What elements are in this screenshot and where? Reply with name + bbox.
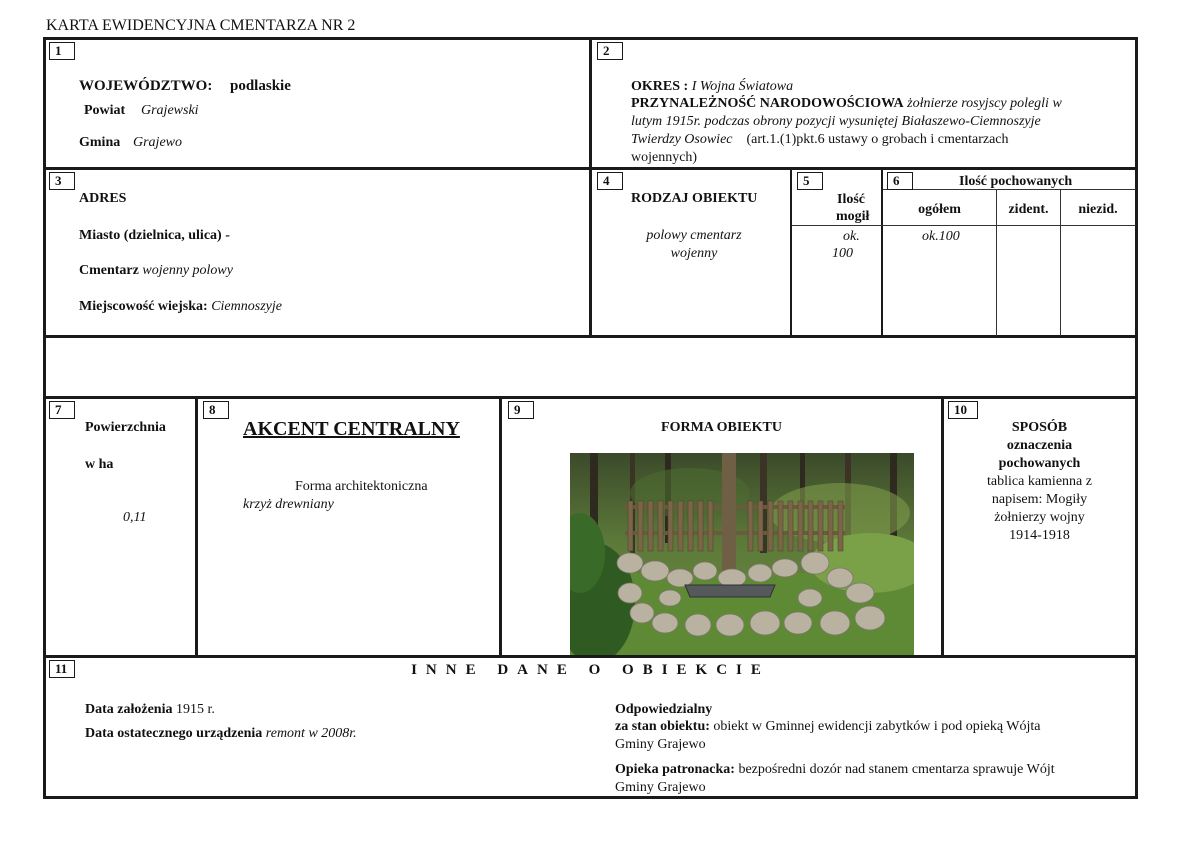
opieka-patronacka-value-2: Gminy Grajewo <box>615 780 706 795</box>
odpowiedzialny-label: Odpowiedzialny <box>615 702 713 717</box>
ogolem-header: ogółem <box>918 202 961 217</box>
akcent-centralny-heading: AKCENT CENTRALNY <box>243 418 460 440</box>
forma-obiektu-heading: FORMA OBIEKTU <box>661 420 782 435</box>
ogolem-value: ok.100 <box>922 229 960 244</box>
miasto-label: Miasto (dzielnica, ulica) - <box>79 228 230 243</box>
niezid-header: niezid. <box>1078 202 1118 217</box>
zident-header: zident. <box>1008 202 1049 217</box>
sposob-label: SPOSÓB <box>1011 420 1068 435</box>
section-number: 8 <box>203 401 229 419</box>
sposob-value-4: 1914-1918 <box>1009 528 1070 543</box>
sposob-value: tablica kamienna z <box>987 474 1092 489</box>
section-number: 5 <box>797 172 823 190</box>
gmina-label: Gmina <box>79 135 121 150</box>
forma-architektoniczna-value: krzyż drewniany <box>243 497 334 512</box>
inne-dane-heading: INNE DANE O OBIEKCIE <box>411 662 770 678</box>
wojewodztwo-label: WOJEWÓDZTWO: <box>79 78 213 94</box>
okres-label: OKRES : <box>631 79 689 94</box>
section-number: 4 <box>597 172 623 190</box>
sposob-value-3: żołnierzy wojny <box>994 510 1085 525</box>
data-zalozenia-label: Data założenia <box>85 702 173 717</box>
section-number: 2 <box>597 42 623 60</box>
wojewodztwo-value: podlaskie <box>230 78 291 94</box>
opieka-patronacka-value: bezpośredni dozór nad stanem cmentarza sprawuje Wójt <box>738 762 1055 777</box>
ilosc-mogil-value: ok. <box>843 229 860 244</box>
ilosc-mogil-label-2: mogił <box>836 209 870 224</box>
forma-architektoniczna-label: Forma architektoniczna <box>295 479 428 494</box>
ilosc-mogil-value-2: 100 <box>832 246 853 261</box>
cemetery-photo <box>570 453 914 655</box>
powiat-value: Grajewski <box>141 103 199 118</box>
adres-label: ADRES <box>79 191 127 206</box>
rodzaj-obiektu-value-2: wojenny <box>670 246 718 261</box>
section-number: 10 <box>948 401 978 419</box>
powierzchnia-label: Powierzchnia <box>85 420 166 435</box>
ilosc-mogil-label: Ilość <box>837 192 865 207</box>
legal-note-2: wojennych) <box>631 150 698 165</box>
przynaleznosc-value-2: lutym 1915r. podczas obrony pozycji wysuniętej Białaszewo-Ciemnoszyje <box>631 114 1041 129</box>
legal-note: (art.1.(1)pkt.6 ustawy o grobach i cmentarzach <box>746 132 1009 147</box>
gmina-value: Grajewo <box>133 135 182 150</box>
section-number: 9 <box>508 401 534 419</box>
sposob-label-3: pochowanych <box>998 456 1081 471</box>
section-number: 6 <box>887 172 913 190</box>
rodzaj-obiektu-value: polowy cmentarz <box>646 228 742 243</box>
data-urzadzenia-value: remont w 2008r. <box>265 726 357 741</box>
section-number: 3 <box>49 172 75 190</box>
cmentarz-value: wojenny polowy <box>142 263 233 278</box>
miejscowosc-label: Miejscowość wiejska: <box>79 299 208 314</box>
sposob-label-2: oznaczenia <box>1006 438 1073 453</box>
odpowiedzialny-label-2: za stan obiektu: <box>615 719 710 734</box>
section-number: 11 <box>49 660 75 678</box>
cmentarz-label: Cmentarz <box>79 263 139 278</box>
powierzchnia-unit: w ha <box>85 457 114 472</box>
rodzaj-obiektu-label: RODZAJ OBIEKTU <box>631 191 758 206</box>
powierzchnia-value: 0,11 <box>123 510 147 525</box>
okres-value: I Wojna Światowa <box>691 79 794 94</box>
przynaleznosc-label: PRZYNALEŻNOŚĆ NARODOWOŚCIOWA <box>631 96 904 111</box>
section-number: 7 <box>49 401 75 419</box>
page-title: KARTA EWIDENCYJNA CMENTARZA NR 2 <box>46 17 356 34</box>
miejscowosc-value: Ciemnoszyje <box>211 299 282 314</box>
powiat-label: Powiat <box>84 103 126 118</box>
przynaleznosc-value: żołnierze rosyjscy polegli w <box>907 96 1062 111</box>
data-zalozenia-value: 1915 r. <box>175 702 215 717</box>
sposob-value-2: napisem: Mogiły <box>991 492 1088 507</box>
odpowiedzialny-value-2: Gminy Grajewo <box>615 737 706 752</box>
section-number: 1 <box>49 42 75 60</box>
opieka-patronacka-label: Opieka patronacka: <box>615 762 735 777</box>
odpowiedzialny-value: obiekt w Gminnej ewidencji zabytków i pod opieką Wójta <box>713 719 1041 734</box>
data-urzadzenia-label: Data ostatecznego urządzenia <box>85 726 263 741</box>
ilosc-pochowanych-label: Ilość pochowanych <box>959 174 1073 189</box>
przynaleznosc-value-3: Twierdzy Osowiec <box>631 132 733 147</box>
